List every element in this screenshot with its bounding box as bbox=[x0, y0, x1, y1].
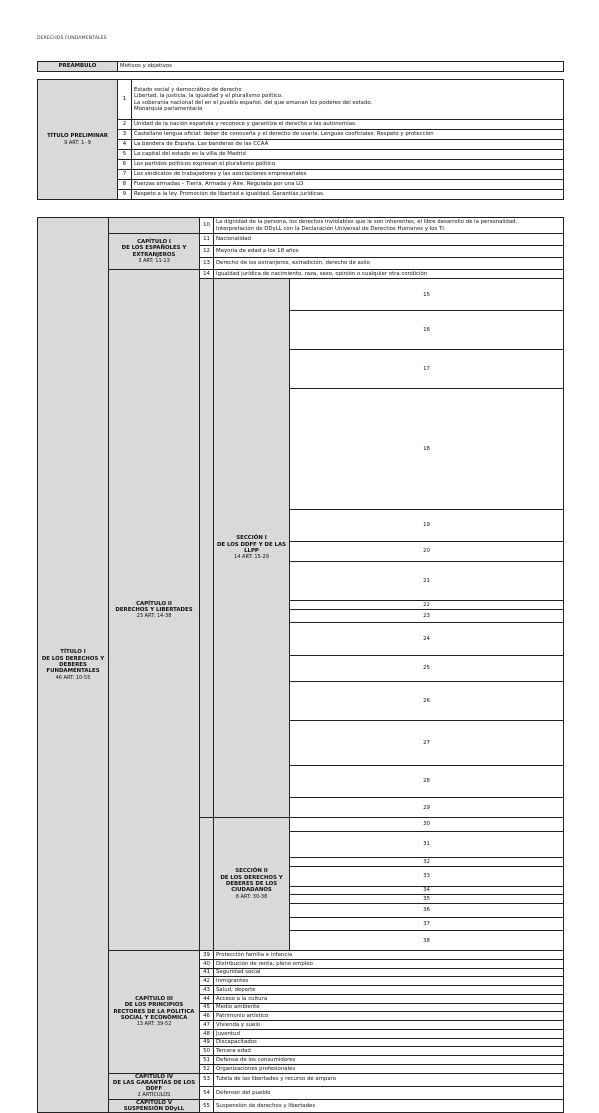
preambulo-desc: Motivos y objetivos bbox=[118, 62, 564, 72]
article-number: 51 bbox=[200, 1056, 214, 1065]
capitulo-3-heading bbox=[109, 951, 200, 1074]
article-number: 42 bbox=[200, 977, 214, 986]
article-number: 27 bbox=[290, 720, 564, 765]
article-number: 11 bbox=[200, 234, 214, 246]
article-text: Inmigrantes bbox=[214, 977, 564, 986]
article-text: Tutela de las libertades y recurso de amparo bbox=[214, 1073, 564, 1086]
article-number: 20 bbox=[290, 542, 564, 562]
article-text: Castellano lengua oficial: deber de conocerla y el derecho de usarla. Lenguas cooficiales. Respeto y protección bbox=[132, 130, 564, 140]
seccion-1-heading-title: SECCIÓN I DE LOS DDFF Y DE LAS LLPP bbox=[216, 535, 287, 555]
article-number: 52 bbox=[200, 1064, 214, 1073]
article-text: Distribución de renta, pleno empleo bbox=[214, 959, 564, 968]
titulo-preliminar-heading-title: TÍTULO PRELIMINAR bbox=[47, 133, 108, 140]
preambulo-title: PREÁMBULO bbox=[38, 62, 118, 72]
capitulo-4-heading-range: 2 ARTÍCULOS bbox=[137, 1092, 171, 1099]
article-text: Seguridad social bbox=[214, 968, 564, 977]
capitulo-2-heading bbox=[109, 270, 200, 951]
article-number: 24 bbox=[290, 623, 564, 655]
table-row bbox=[38, 218, 564, 234]
article-number: 44 bbox=[200, 994, 214, 1003]
spacer bbox=[109, 218, 200, 234]
article-number: 6 bbox=[118, 160, 132, 170]
spacer bbox=[200, 818, 214, 951]
seccion-2-heading-title: SECCIÓN II DE LOS DERECHOS Y DEBERES DE LOS CIUDADANOS bbox=[220, 868, 283, 894]
article-text: Derecho de los extranjeros, extradición, derecho de asilo bbox=[214, 258, 564, 270]
article-number: 16 bbox=[290, 311, 564, 350]
seccion-1-heading bbox=[214, 279, 290, 818]
article-number: 10 bbox=[200, 218, 214, 234]
table-row bbox=[38, 951, 564, 960]
article-text: Juventud bbox=[214, 1029, 564, 1038]
article-text: Nacionalidad bbox=[214, 234, 564, 246]
article-text: La capital del estado es la villa de Madrid bbox=[132, 150, 564, 160]
article-number: 3 bbox=[118, 130, 132, 140]
article-number: 18 bbox=[290, 389, 564, 510]
capitulo-3-heading-range: 13 ART: 39-52 bbox=[136, 1021, 172, 1028]
article-number: 50 bbox=[200, 1047, 214, 1056]
article-number: 45 bbox=[200, 1003, 214, 1012]
article-text: Patrimonio artístico bbox=[214, 1012, 564, 1021]
seccion-2-heading bbox=[214, 818, 290, 951]
article-number: 4 bbox=[118, 140, 132, 150]
article-text: Mayoría de edad a los 18 años bbox=[214, 246, 564, 258]
titulo-1-table bbox=[37, 217, 564, 1113]
article-text: Salud, deporte bbox=[214, 986, 564, 995]
article-text: Respeto a la ley. Promoción de libertad e igualdad. Garantías jurídicas. bbox=[132, 190, 564, 200]
article-number: 17 bbox=[290, 350, 564, 389]
titulo-1-heading-range: 46 ART: 10-55 bbox=[55, 674, 91, 681]
article-number: 41 bbox=[200, 968, 214, 977]
article-number: 36 bbox=[290, 904, 564, 918]
article-number: 38 bbox=[290, 931, 564, 951]
article-number: 35 bbox=[290, 895, 564, 904]
article-text: La bandera de España. Las banderas de las CCAA bbox=[132, 140, 564, 150]
article-text: Tercera edad bbox=[214, 1047, 564, 1056]
article-text: Discapacitados bbox=[214, 1038, 564, 1047]
article-number: 39 bbox=[200, 951, 214, 960]
article-text: Suspensión de derechos y libertades bbox=[214, 1099, 564, 1113]
article-text: Estado social y democrático de derecho Libertad, la justicia, la igualdad y el pluralismo político. La soberanía nacional del en el pueblo español, del que emanan los poderes del estado. Monarquía parlamentaria bbox=[132, 80, 564, 120]
article-number: 23 bbox=[290, 609, 564, 623]
article-number: 15 bbox=[290, 279, 564, 311]
article-number: 28 bbox=[290, 765, 564, 797]
article-number: 32 bbox=[290, 857, 564, 866]
article-text: Defensor del pueblo bbox=[214, 1086, 564, 1099]
table-row bbox=[38, 1073, 564, 1086]
titulo-preliminar-heading bbox=[38, 80, 118, 200]
article-number: 40 bbox=[200, 959, 214, 968]
article-text: Los partidos políticos expresan el pluralismo político bbox=[132, 160, 564, 170]
article-text: Acceso a la cultura bbox=[214, 994, 564, 1003]
article-text: Organizaciones profesionales bbox=[214, 1064, 564, 1073]
article-number: 1 bbox=[118, 80, 132, 120]
article-text: La dignidad de la persona, los derechos inviolables que le son inherentes, el libre desarrollo de la personalidad. Interpretación de DDyLL con la Declaración Universal de Derechos Humanos y los TI. bbox=[214, 218, 564, 234]
article-number: 37 bbox=[290, 917, 564, 931]
article-number: 48 bbox=[200, 1029, 214, 1038]
article-number: 5 bbox=[118, 150, 132, 160]
capitulo-3-heading-title: CAPÍTULO III DE LOS PRINCIPIOS RECTORES DE LA POLITICA SOCIAL Y ECONÓMICA bbox=[113, 996, 195, 1021]
table-row bbox=[38, 234, 564, 246]
seccion-2-heading-range: 8 ART: 30-38 bbox=[235, 893, 268, 900]
article-number: 49 bbox=[200, 1038, 214, 1047]
article-text: Igualdad jurídica de nacimiento, raza, sexo, opinión o cualquier otra condición bbox=[214, 270, 564, 279]
article-number: 53 bbox=[200, 1073, 214, 1086]
page-header: DERECHOS FUNDAMENTALES bbox=[37, 36, 107, 41]
capitulo-5-heading bbox=[109, 1099, 200, 1113]
article-number: 19 bbox=[290, 509, 564, 541]
article-number: 43 bbox=[200, 986, 214, 995]
capitulo-1-heading bbox=[109, 234, 200, 270]
table-row bbox=[38, 1099, 564, 1113]
article-number: 8 bbox=[118, 180, 132, 190]
article-number: 26 bbox=[290, 681, 564, 720]
article-text: Vivienda y suelo bbox=[214, 1021, 564, 1030]
capitulo-5-heading-title: CAPÍTULO V SUSPENSIÓN DDyLL bbox=[123, 1099, 185, 1113]
article-text: Unidad de la nación española y reconoce y garantiza el derecho a las autonomías. bbox=[132, 120, 564, 130]
capitulo-2-heading-title: CAPÍTULO II DERECHOS Y LIBERTADES bbox=[115, 600, 193, 613]
article-number: 34 bbox=[290, 886, 564, 895]
article-number: 14 bbox=[200, 270, 214, 279]
spacer bbox=[200, 279, 214, 818]
titulo-1-heading bbox=[38, 218, 109, 1113]
article-number: 9 bbox=[118, 190, 132, 200]
article-number: 30 bbox=[290, 818, 564, 832]
seccion-1-heading-range: 14 ART: 15-29 bbox=[234, 554, 269, 561]
preambulo-table bbox=[37, 61, 564, 72]
table-row bbox=[38, 80, 564, 120]
article-text: Defensa de los consumidores bbox=[214, 1056, 564, 1065]
article-text: Medio ambiente bbox=[214, 1003, 564, 1012]
article-number: 7 bbox=[118, 170, 132, 180]
article-text: Fuerzas armadas – Tierra, Armada y Aire. Regulada por una LO bbox=[132, 180, 564, 190]
article-number: 54 bbox=[200, 1086, 214, 1099]
table-row bbox=[38, 270, 564, 279]
article-number: 46 bbox=[200, 1012, 214, 1021]
article-number: 13 bbox=[200, 258, 214, 270]
article-text: Protección familia e infancia bbox=[214, 951, 564, 960]
article-text: Los sindicatos de trabajadores y las asociaciones empresariales bbox=[132, 170, 564, 180]
titulo-preliminar-table bbox=[37, 79, 564, 200]
capitulo-1-heading-range: 3 ART: 11-13 bbox=[138, 257, 170, 264]
article-number: 31 bbox=[290, 831, 564, 857]
capitulo-4-heading bbox=[109, 1073, 200, 1099]
article-number: 22 bbox=[290, 600, 564, 609]
article-number: 21 bbox=[290, 562, 564, 601]
article-number: 47 bbox=[200, 1021, 214, 1030]
capitulo-2-heading-range: 23 ART: 14-38 bbox=[136, 613, 172, 620]
article-number: 55 bbox=[200, 1099, 214, 1113]
article-number: 2 bbox=[118, 120, 132, 130]
article-number: 25 bbox=[290, 655, 564, 681]
titulo-preliminar-heading-range: 9 ART: 1- 9 bbox=[64, 139, 91, 146]
article-number: 12 bbox=[200, 246, 214, 258]
article-number: 29 bbox=[290, 798, 564, 818]
titulo-1-heading-title: TÍTULO I DE LOS DERECHOS Y DEBERES FUNDAMENTALES bbox=[41, 649, 105, 675]
article-number: 33 bbox=[290, 866, 564, 886]
capitulo-4-heading-title: CAPÍTULO IV DE LAS GARANTÍAS DE LOS DDFF bbox=[112, 1073, 196, 1093]
capitulo-1-heading-title: CAPÍTULO I DE LOS ESPAÑOLES Y EXTRANJEROS bbox=[121, 238, 187, 258]
